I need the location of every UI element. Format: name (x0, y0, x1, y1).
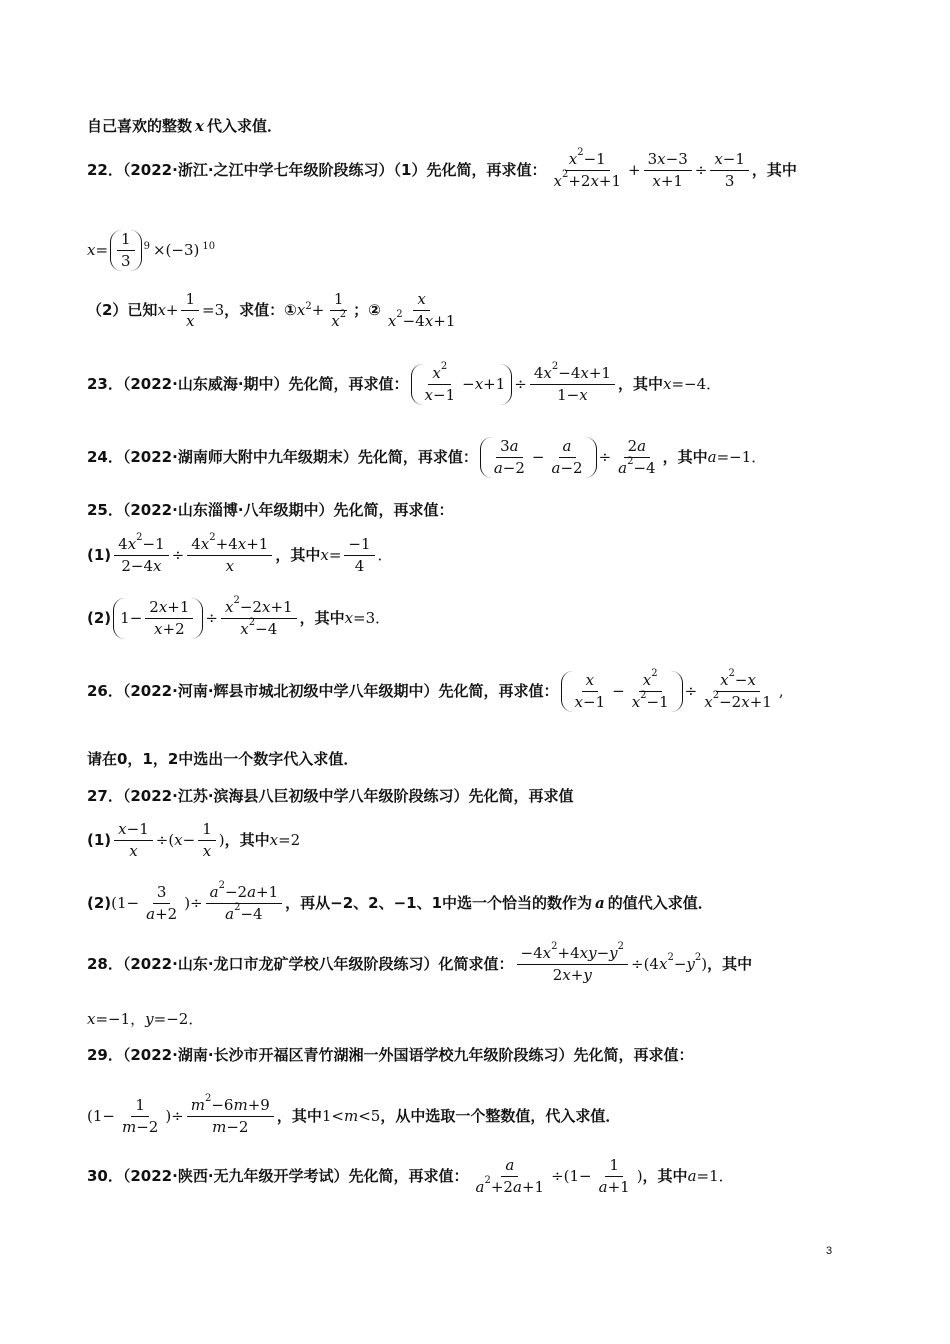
fraction: $\frac{1}{x}$ (198, 822, 216, 859)
fraction: $x^2-1$ $x^2+2x+1$ (553, 147, 622, 190)
question-27: 27．（2022·江苏·滨海县八巨初级中学八年级阶段练习）先化简，再求值 (87, 787, 574, 805)
question-26-note: 请在0，1，2中选出一个数字代入求值． (87, 750, 359, 768)
fraction: $\frac{x^2-2x+1}{x^2-4}$ (221, 600, 297, 637)
fraction: $\frac{-4x^2+4xy-y^2}{2x+y}$ (517, 946, 628, 983)
fraction: $\frac{a}{a^2+2a+1}$ (475, 1156, 545, 1196)
question-22-x-value: x = 1 3 $^9$ ×(−3) $^{10}$ (87, 230, 216, 270)
question-27-2: (2) (1− $\frac{3}{a+2}$ )÷ $\frac{a^2-2a+1}{a^2-4}$ ，再从−2、2、−1、1中选一个恰当的数作为 a 的值代入求值． (87, 880, 713, 923)
fraction: $\frac{-1}{4}$ (344, 537, 374, 574)
page-number: 3 (826, 1245, 833, 1257)
question-22: 22．（2022·浙江·之江中学七年级阶段练习）（1）先化简，再求值： $x^2-1$ $x^2+2x+1$ + $\frac{3x-3}{x+1}$ ÷ $\frac{x-1}{3}$ ，其中 (87, 147, 797, 190)
fraction: $\frac{x-1}{3}$ (710, 152, 749, 189)
fraction: $\frac{3}{a+2}$ (146, 883, 178, 923)
fraction: $\frac{x^2-x}{x^2-2x+1}$ (704, 668, 772, 711)
question-26: 26．（2022·河南·辉县市城北初级中学八年级期中）先化简，再求值： x x−1 − $\frac{x^2}{x^2-1}$ ÷ $\frac{x^2-x}{x^2-2x+1}$ , (87, 668, 784, 711)
fraction: $\frac{x-1}{x}$ (114, 822, 153, 859)
question-22-part2: （2）已知 x + $\frac{1}{x}$ =3 ，求值：① x $^2$ + $\frac{1}{x^2}$ ；② x $x^2-4x+1$ (87, 292, 462, 329)
fraction: $\frac{4x^2-1}{2-4x}$ (114, 537, 169, 574)
fraction: $\frac{4x^2-4x+1}{1-x}$ (530, 366, 615, 403)
question-24: 24．（2022·湖南师大附中九年级期末）先化简，再求值： 3a a−2 − $\frac{a}{a-2}$ ÷ $\frac{2a}{a^2-4}$ ，其中 a=−1． (87, 437, 767, 477)
fraction: $\frac{2a}{a^2-4}$ (618, 437, 656, 477)
question-29-expr: (1− $\frac{1}{m-2}$ )÷ $\frac{m^2-6m+9}{m-2}$ ，其中 1<m<5 ，从中选取一个整数值，代入求值． (87, 1093, 621, 1136)
question-29: 29．（2022·湖南·长沙市开福区青竹湖湘一外国语学校九年级阶段练习）先化简，再求值： (87, 1046, 694, 1064)
fraction: $\frac{1}{m-2}$ (121, 1096, 159, 1136)
question-25-1: (1) $\frac{4x^2-1}{2-4x}$ ÷ $\frac{4x^2+4x+1}{x}$ ，其中 x= $\frac{-1}{4}$ ． (87, 532, 393, 575)
text-line: 自己喜欢的整数 x 代入求值． (87, 117, 282, 135)
fraction: $\frac{4x^2+4x+1}{x}$ (187, 537, 272, 574)
question-28-values: x=−1，y=−2． (87, 1010, 204, 1028)
question-27-1: (1) $\frac{x-1}{x}$ ÷(x− $\frac{1}{x}$ ) ，其中 x=2 (87, 820, 301, 860)
fraction: $\frac{a^2-2a+1}{a^2-4}$ (206, 885, 283, 922)
fraction: $\frac{1}{x}$ (181, 292, 199, 329)
fraction: $\frac{1}{x^2}$ (331, 290, 347, 330)
fraction: $\frac{3x-3}{x+1}$ (644, 152, 692, 189)
fraction: $\frac{1}{a+1}$ (598, 1156, 630, 1196)
fraction: $\frac{m^2-6m+9}{m-2}$ (187, 1098, 274, 1135)
question-28: 28．（2022·山东·龙口市龙矿学校八年级阶段练习）化简求值： $\frac{-4x^2+4xy-y^2}{2x+y}$ $\div(4x^2-y^2)$ ，其中 (87, 941, 753, 984)
question-25: 25．（2022·山东淄博·八年级期中）先化简，再求值： (87, 501, 454, 519)
question-23: 23．（2022·山东威海·期中）先化简，再求值： $x^2$ x−1 −x+1 ÷ $\frac{4x^2-4x+1}{1-x}$ ，其中 x=−4． (87, 361, 722, 404)
question-30: 30．（2022·陕西·无九年级开学考试）先化简，再求值： $\frac{a}{a^2+2a+1}$ ÷(1− $\frac{1}{a+1}$ ) ，其中 a=1． (87, 1156, 734, 1196)
question-25-2: (2) 1− $\frac{2x+1}{x+2}$ ÷ $\frac{x^2-2x+1}{x^2-4}$ ，其中 x=3． (87, 595, 391, 638)
fraction: x $x^2-4x+1$ (387, 290, 456, 330)
var-x: x (195, 117, 204, 135)
